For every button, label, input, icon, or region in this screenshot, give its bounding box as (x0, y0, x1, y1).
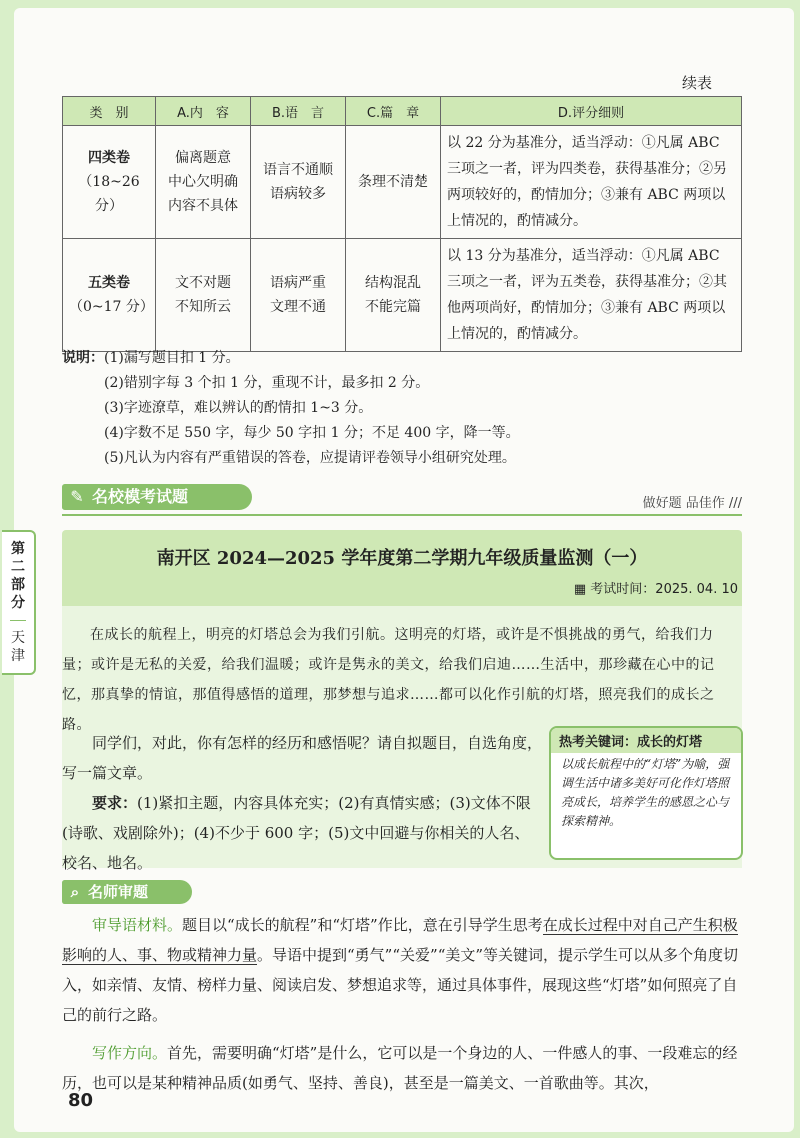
category-name: 四类卷 (88, 150, 130, 166)
magnifier-icon: ⌕ (70, 883, 80, 901)
content-cell (156, 239, 251, 352)
structure-cell (346, 126, 441, 239)
category-cell (63, 239, 156, 352)
analysis-text-part: 。导语中提到“勇气”“关爱”“美文”等关键词，提示学生可以从多个角度切入，如亲情、友情、榜样力量、阅读启发、梦想追求等，通过具体事件，展现这些“灯塔”如何照亮了自己的前行之路。 (62, 946, 739, 1024)
table-header-row (63, 97, 742, 126)
col-header-category: 类 别 (63, 97, 156, 126)
note-item: (3)字迹潦草，难以辨认的酌情扣 1~3 分。 (104, 400, 373, 416)
notes-lead: 说明： (62, 350, 104, 366)
note-item (62, 346, 752, 371)
keyword-title: 热考关键词：成长的灯塔 (551, 728, 741, 753)
table-row (63, 239, 742, 352)
tagline-text: 做好题 品佳作 (642, 496, 725, 511)
exam-header (62, 530, 742, 606)
analysis-text-part: 题目以“成长的航程”和“灯塔”作比，意在引导学生思考 (182, 916, 543, 934)
requirements-text: (1)紧扣主题，内容具体充实；(2)有真情实感；(3)文体不限(诗歌、戏剧除外)；(4)不少于 600 字；(5)文中回避与你相关的人名、校名、地名。 (62, 794, 531, 872)
keyword-box (549, 726, 743, 860)
side-tab-city: 天津 (11, 630, 25, 664)
slash-marks-icon: /// (728, 496, 742, 511)
col-header-structure: C.篇 章 (346, 97, 441, 126)
note-item: (4)字数不足 550 字，每少 50 字扣 1 分；不足 400 字，降一等。 (104, 425, 520, 441)
structure-cell (346, 239, 441, 352)
col-header-detail: D.评分细则 (441, 97, 742, 126)
side-tab-part: 第二部分 (10, 532, 26, 621)
note-item: (5)凡认为内容有严重错误的答卷，应提请评卷领导小组研究处理。 (104, 450, 516, 466)
analysis-paragraph (62, 1038, 742, 1098)
exam-time (574, 578, 738, 597)
cell-line: 结构混乱 (365, 275, 421, 291)
keyword-body: 以成长航程中的“灯塔”为喻，强调生活中诸多美好可化作灯塔照亮成长，培养学生的感恩之心与探索精神。 (561, 757, 730, 828)
cell-line: 语言不通顺 (263, 162, 333, 178)
cell-line: 不能完篇 (365, 299, 421, 315)
section-title: 名师审题 (88, 883, 149, 901)
pencil-icon: ✎ (70, 487, 84, 506)
language-cell (251, 239, 346, 352)
analysis-label: 审导语材料。 (92, 916, 183, 934)
page-number: 80 (68, 1090, 94, 1111)
category-cell (63, 126, 156, 239)
analysis-paragraph (62, 910, 742, 1030)
cell-line: 偏离题意 (175, 150, 231, 166)
exam-time-text: 考试时间：2025. 04. 10 (590, 582, 738, 597)
detail-cell: 以 22 分为基准分，适当浮动：①凡属 ABC 三项之一者，评为四类卷，获得基准分；②另两项较好的，酌情加分；③兼有 ABC 两项以上情况的，酌情减分。 (441, 126, 742, 239)
scoring-notes (62, 346, 752, 471)
grading-table (62, 96, 742, 352)
cell-line: 内容不具体 (168, 198, 238, 214)
cell-line: 中心欠明确 (168, 174, 238, 190)
note-item: (2)错别字每 3 个扣 1 分，重现不计，最多扣 2 分。 (104, 375, 430, 391)
requirements-label: 要求： (92, 794, 138, 812)
exam-prompt: 在成长的航程上，明亮的灯塔总会为我们引航。这明亮的灯塔，或许是不惧挑战的勇气，给我们力量；或许是无私的关爱，给我们温暖；或许是隽永的美文，给我们启迪……生活中，那珍藏在心中的记忆，那真挚的情谊，那值得感悟的道理，那梦想与追求……都可以化作引航的灯塔，照亮我们的成长之路。 (62, 627, 715, 733)
cell-line: 文不对题 (175, 275, 231, 291)
cell-line: 语病较多 (270, 186, 326, 202)
section-tag (62, 484, 252, 510)
table-row (63, 126, 742, 239)
section-tag (62, 880, 192, 904)
cell-line: 语病严重 (270, 275, 326, 291)
cell-line: 文理不通 (270, 299, 326, 315)
cell-line: 条理不清楚 (358, 174, 428, 190)
col-header-content: A.内 容 (156, 97, 251, 126)
col-header-language: B.语 言 (251, 97, 346, 126)
section-header-mock-exam (62, 484, 742, 516)
exam-title: 南开区 2024—2025 学年度第二学期九年级质量监测（一） (156, 548, 648, 569)
section-tagline (643, 492, 742, 511)
requirements (62, 788, 542, 878)
category-range: （18~26 分） (78, 174, 140, 214)
calendar-icon: ▦ (573, 582, 587, 597)
cell-line: 不知所云 (175, 299, 231, 315)
exam-question (62, 728, 542, 878)
note-text: (1)漏写题目扣 1 分。 (104, 350, 240, 366)
question-text: 同学们，对此，你有怎样的经历和感悟呢？请自拟题目，自选角度，写一篇文章。 (62, 734, 543, 782)
language-cell (251, 126, 346, 239)
section-header-analysis (62, 880, 742, 908)
detail-cell: 以 13 分为基准分，适当浮动：①凡属 ABC 三项之一者，评为五类卷，获得基准分；②其他两项尚好，酌情加分；③兼有 ABC 两项以上情况的，酌情减分。 (441, 239, 742, 352)
analysis-text (62, 910, 742, 1106)
section-title: 名校模考试题 (92, 487, 189, 506)
side-tab (2, 530, 36, 675)
category-range: （0~17 分） (69, 299, 154, 315)
analysis-text-part: 首先，需要明确“灯塔”是什么，它可以是一个身边的人、一件感人的事、一段难忘的经历，也可以是某种精神品质(如勇气、坚持、善良)，甚至是一篇美文、一首歌曲等。其次， (62, 1044, 738, 1092)
analysis-label: 写作方向。 (92, 1044, 168, 1062)
content-cell (156, 126, 251, 239)
continued-label: 续表 (681, 74, 712, 92)
category-name: 五类卷 (88, 275, 130, 291)
underlined-text: 在成长过程中对自己产生积极影响的人、事、物或精神力量 (62, 916, 738, 964)
